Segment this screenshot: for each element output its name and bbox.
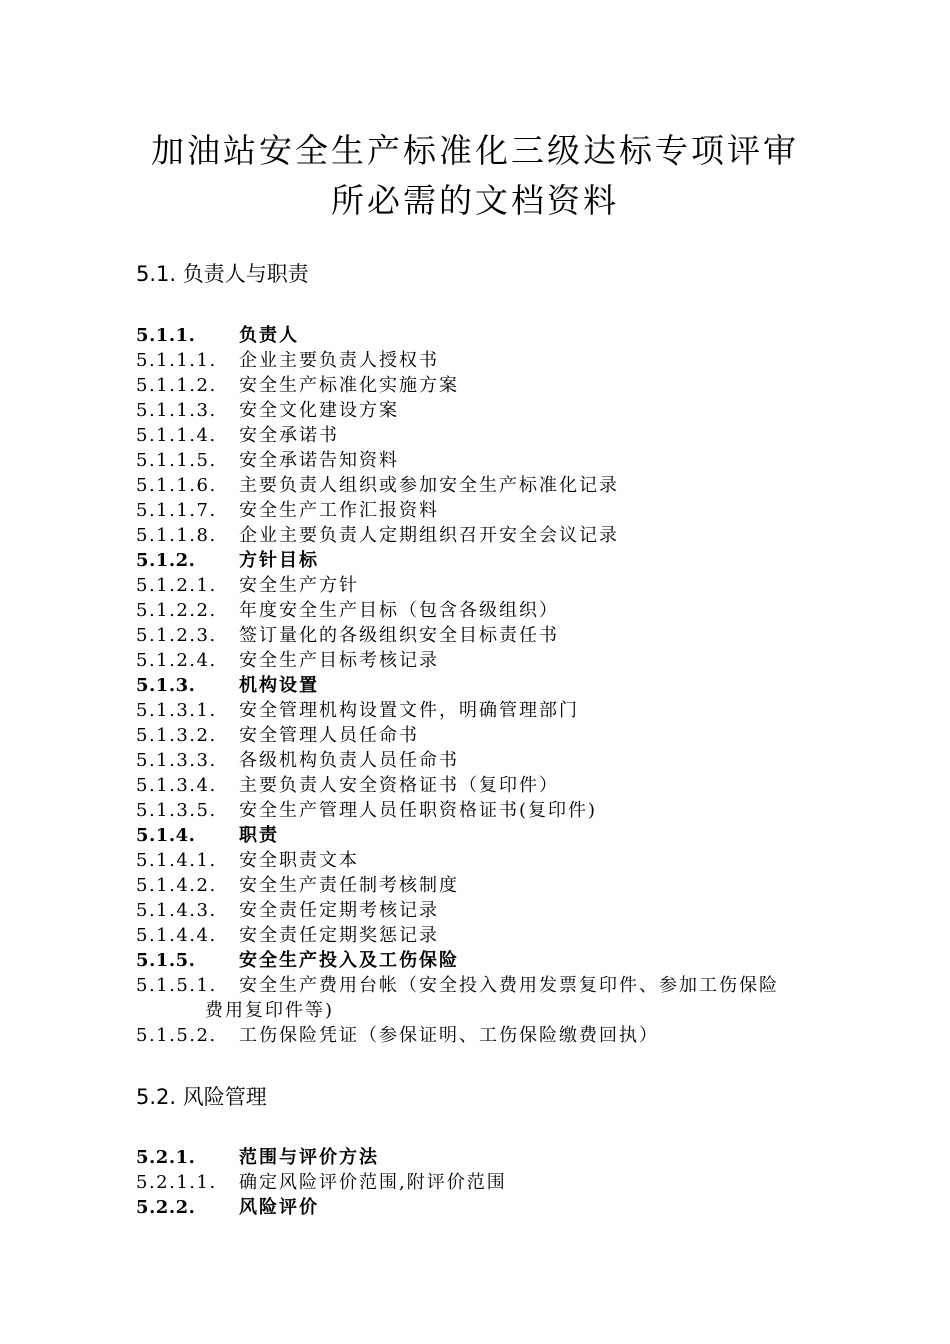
list-item bbox=[136, 648, 856, 673]
list-item bbox=[136, 898, 856, 923]
list-item bbox=[136, 573, 856, 598]
item-number: 5.1.3.1. bbox=[136, 700, 217, 721]
list-item bbox=[136, 398, 856, 423]
item-text: 机构设置 bbox=[239, 675, 319, 696]
item-number: 5.1.4.1. bbox=[136, 850, 217, 871]
item-text: 安全生产目标考核记录 bbox=[239, 650, 439, 671]
item-number: 5.1.2. bbox=[136, 550, 196, 571]
subsection-heading bbox=[136, 1195, 856, 1220]
item-text: 主要负责人组织或参加安全生产标准化记录 bbox=[239, 475, 619, 496]
list-item bbox=[136, 373, 856, 398]
section-heading-5-2: 5.2. 风险管理 bbox=[136, 1085, 267, 1109]
item-text: 各级机构负责人员任命书 bbox=[239, 750, 459, 771]
item-number: 5.1.4. bbox=[136, 825, 196, 846]
item-number: 5.1.4.4. bbox=[136, 925, 217, 946]
item-text: 方针目标 bbox=[239, 550, 319, 571]
list-item bbox=[136, 873, 856, 898]
item-text: 风险评价 bbox=[239, 1197, 319, 1218]
item-text: 安全职责文本 bbox=[239, 850, 359, 871]
item-text: 安全责任定期奖惩记录 bbox=[239, 925, 439, 946]
item-number: 5.2.2. bbox=[136, 1197, 196, 1218]
list-item bbox=[136, 423, 856, 448]
list-item bbox=[136, 1170, 856, 1195]
list-item bbox=[136, 698, 856, 723]
list-item bbox=[136, 723, 856, 748]
item-number: 5.1.1.8. bbox=[136, 525, 217, 546]
list-item bbox=[136, 498, 856, 523]
item-text: 安全生产工作汇报资料 bbox=[239, 500, 439, 521]
item-text: 负责人 bbox=[239, 325, 299, 346]
item-text: 确定风险评价范围,附评价范围 bbox=[239, 1172, 507, 1193]
item-number: 5.1.3. bbox=[136, 675, 196, 696]
item-text: 年度安全生产目标（包含各级组织） bbox=[239, 600, 559, 621]
list-item bbox=[136, 473, 856, 498]
section-5-1-list bbox=[136, 323, 856, 1048]
list-item bbox=[136, 623, 856, 648]
item-number: 5.1.3.5. bbox=[136, 800, 217, 821]
list-item bbox=[136, 1023, 856, 1048]
list-item bbox=[136, 973, 856, 998]
item-text: 安全承诺告知资料 bbox=[239, 450, 399, 471]
item-number: 5.1.1. bbox=[136, 325, 196, 346]
item-text: 安全承诺书 bbox=[239, 425, 339, 446]
subsection-heading bbox=[136, 823, 856, 848]
item-number: 5.1.3.4. bbox=[136, 775, 217, 796]
item-number: 5.1.2.1. bbox=[136, 575, 217, 596]
item-number: 5.2.1.1. bbox=[136, 1172, 217, 1193]
list-item bbox=[136, 348, 856, 373]
item-text: 安全生产费用台帐（安全投入费用发票复印件、参加工伤保险 bbox=[239, 975, 779, 996]
subsection-heading bbox=[136, 548, 856, 573]
item-text: 企业主要负责人定期组织召开安全会议记录 bbox=[239, 525, 619, 546]
item-text: 安全管理人员任命书 bbox=[239, 725, 419, 746]
item-number: 5.1.2.4. bbox=[136, 650, 217, 671]
item-number: 5.1.4.2. bbox=[136, 875, 217, 896]
list-item bbox=[136, 923, 856, 948]
item-number: 5.1.3.2. bbox=[136, 725, 217, 746]
item-number: 5.1.1.3. bbox=[136, 400, 217, 421]
section-5-2-list bbox=[136, 1145, 856, 1220]
item-number: 5.1.1.2. bbox=[136, 375, 217, 396]
list-item bbox=[136, 748, 856, 773]
document-title bbox=[0, 126, 950, 226]
item-text: 安全生产责任制考核制度 bbox=[239, 875, 459, 896]
item-text: 安全生产标准化实施方案 bbox=[239, 375, 459, 396]
item-number: 5.1.3.3. bbox=[136, 750, 217, 771]
item-number: 5.1.5. bbox=[136, 950, 196, 971]
subsection-heading bbox=[136, 1145, 856, 1170]
item-text: 安全责任定期考核记录 bbox=[239, 900, 439, 921]
list-item bbox=[136, 848, 856, 873]
subsection-heading bbox=[136, 323, 856, 348]
item-text: 安全生产方针 bbox=[239, 575, 359, 596]
subsection-heading bbox=[136, 948, 856, 973]
item-text: 签订量化的各级组织安全目标责任书 bbox=[239, 625, 559, 646]
list-item bbox=[136, 448, 856, 473]
list-item bbox=[136, 773, 856, 798]
item-text: 范围与评价方法 bbox=[239, 1147, 379, 1168]
item-text: 安全文化建设方案 bbox=[239, 400, 399, 421]
item-number: 5.1.5.2. bbox=[136, 1025, 217, 1046]
item-number: 5.1.2.2. bbox=[136, 600, 217, 621]
list-item bbox=[136, 798, 856, 823]
section-heading-5-1: 5.1. 负责人与职责 bbox=[136, 262, 309, 286]
subsection-heading bbox=[136, 673, 856, 698]
list-item bbox=[136, 523, 856, 548]
item-text: 安全生产投入及工伤保险 bbox=[239, 950, 459, 971]
item-text: 职责 bbox=[239, 825, 279, 846]
item-text: 安全管理机构设置文件，明确管理部门 bbox=[239, 700, 579, 721]
item-number: 5.1.1.4. bbox=[136, 425, 217, 446]
item-text: 主要负责人安全资格证书（复印件） bbox=[239, 775, 559, 796]
item-number: 5.1.1.6. bbox=[136, 475, 217, 496]
title-line-1: 加油站安全生产标准化三级达标专项评审 bbox=[151, 131, 799, 170]
item-number: 5.1.2.3. bbox=[136, 625, 217, 646]
item-number: 5.1.5.1. bbox=[136, 975, 217, 996]
item-text: 工伤保险凭证（参保证明、工伤保险缴费回执） bbox=[239, 1025, 659, 1046]
item-number: 5.2.1. bbox=[136, 1147, 196, 1168]
title-line-2: 所必需的文档资料 bbox=[331, 181, 619, 220]
item-number: 5.1.1.1. bbox=[136, 350, 217, 371]
list-item-continuation: 费用复印件等) bbox=[205, 1000, 335, 1021]
list-item bbox=[136, 598, 856, 623]
item-number: 5.1.1.7. bbox=[136, 500, 217, 521]
item-number: 5.1.4.3. bbox=[136, 900, 217, 921]
item-text: 安全生产管理人员任职资格证书(复印件) bbox=[239, 800, 598, 821]
item-number: 5.1.1.5. bbox=[136, 450, 217, 471]
item-text: 企业主要负责人授权书 bbox=[239, 350, 439, 371]
